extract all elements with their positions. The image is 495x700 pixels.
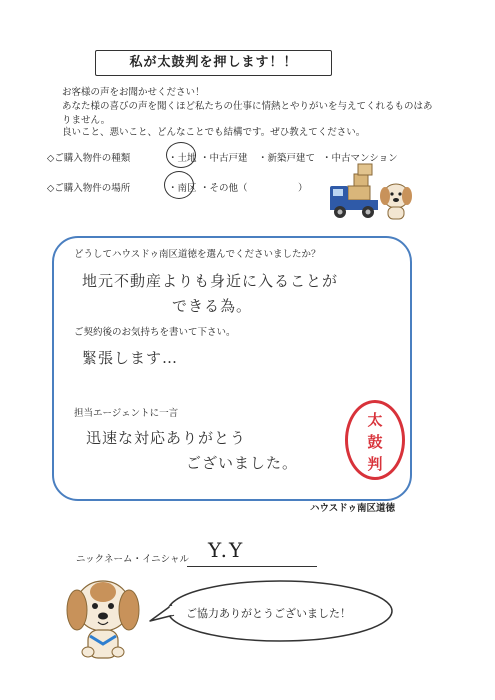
nickname-label: ニックネーム・イニシャル [76,554,189,565]
dog-mascot-illustration [62,570,144,670]
thanks-message: ご協力ありがとうございました！ [186,607,351,620]
property-location-label: ◇ご購入物件の場所 [47,183,131,194]
taikoban-stamp [345,400,405,480]
stamp-char: 鼓 [367,433,383,451]
dog-body-icon [388,207,404,219]
stamp-char: 太 [367,411,383,429]
option-other-close: ） [298,183,308,194]
option-used-condo[interactable]: ・中古マンション [322,153,398,164]
intro-line-1: お客様の声をお聞かせください！ [62,87,205,98]
truck-illustration [326,160,418,226]
box-icon [348,186,370,200]
box-icon [358,164,372,175]
intro-line-4: 良いこと、悪いこと、どんなことでも結構です。ぜひ教えてください。 [62,127,366,138]
question-2: ご契約後のお気持ちを書いて下さい。 [74,327,236,338]
page-title: 私が太鼓判を押します！！ [95,50,332,76]
option-used-house[interactable]: ・中古戸建 [200,153,248,164]
company-name: ハウスドゥ南区道徳 [310,503,395,514]
option-other[interactable]: ・その他（ [200,183,248,194]
question-1: どうしてハウスドゥ南区道徳を選んでくださいましたか？ [74,249,321,260]
intro-line-2: あなた様の喜びの声を聞くほど私たちの仕事に情熱とやりがいを与えてくれるものはあ [62,101,433,112]
box-icon [354,174,368,186]
nickname-value[interactable]: Y.Y [208,538,245,562]
question-3: 担当エージェントに一言 [74,408,179,419]
stamp-char: 判 [367,455,383,473]
answer-3-line-2: ございました。 [186,454,299,472]
option-minami-ku[interactable]: ・南区 [168,183,197,194]
option-land[interactable]: ・土地 [168,153,197,164]
answer-3-line-1: 迅速な対応ありがとう [86,429,247,447]
answer-1-line-2: できる為。 [172,297,253,315]
answer-2: 緊張します… [82,349,179,367]
option-new-house[interactable]: ・新築戸建て [258,153,316,164]
intro-line-3: りません。 [62,115,111,126]
property-type-label: ◇ご購入物件の種類 [47,153,131,164]
nickname-underline [187,566,317,567]
answer-1-line-1: 地元不動産よりも身近に入ることが [82,272,339,290]
